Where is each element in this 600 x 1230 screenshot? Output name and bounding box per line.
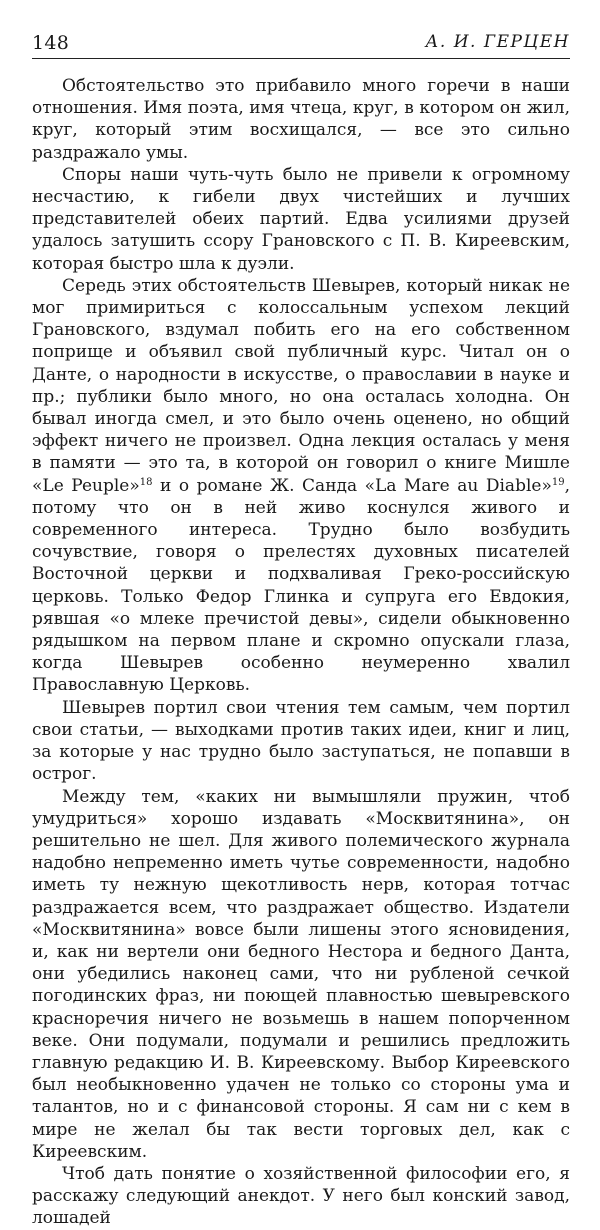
running-head: А. И. ГЕРЦЕН — [425, 32, 570, 52]
paragraph: Споры наши чуть-чуть было не привели к огромному несчастию, к гибели двух чистейших и лучших представителей обеих партий. Едва усилиями друзей удалось затушить ссору Грановского с П. В. Киреевским, которая быстро шла к дуэли. — [32, 164, 570, 274]
paragraph-text: и о романе Ж. Санда «La Mare au Diable» — [152, 475, 552, 496]
page-header — [32, 30, 570, 59]
paragraph: Обстоятельство это прибавило много горечи в наши отношения. Имя поэта, имя чтеца, круг, в котором он жил, круг, который этим восхищался, — все это сильно раздражало умы. — [32, 76, 570, 163]
paragraph-text: Середь этих обстоятельств Шевырев, который никак не мог примириться с колоссальным успехом лекций Грановского, вздумал побить его на его собственном поприще и объявил свой публичный курс. Читал он о Данте, о народности в искусстве, о православии в науке и пр.; публики было много, но она осталась холодна. Он бывал иногда смел, и это было очень оценено, но общий эффект ничего не произвел. Одна лекция осталась у меня в памяти — это та, в которой он говорил о книге Мишле «Le Peuple» — [32, 275, 570, 496]
footnote-ref: 18 — [139, 476, 153, 488]
paragraph: Между тем, «каких ни вымышляли пружин, чтоб умудриться» хорошо издавать «Москвитянина», он решительно не шел. Для живого полемического журнала надобно непременно иметь чутье современности, надобно иметь ту нежную щекотливость нерв, которая тотчас раздражается всем, что раздражает общество. Издатели «Москвитянина» вовсе были лишены этого ясновидения, и, как ни вертели они бедного Нестора и бедного Данта, они убедились наконец сами, что ни рубленой сечкой погодинских фраз, ни поющей плавностью шевыревского красноречия ничего не возьмешь в нашем попорченном веке. Они подумали, подумали и решились предложить главную редакцию И. В. Киреевскому. Выбор Киреевского был необыкновенно удачен не только со стороны ума и талантов, но и с финансовой стороны. Я сам ни с кем в мире не желал бы так вести торговых дел, как с Киреевским. — [32, 786, 570, 1162]
paragraph: Шевырев портил свои чтения тем самым, чем портил свои статьи, — выходками против таких идеи, книг и лиц, за которые у нас трудно было заступаться, не попавши в острог. — [32, 697, 570, 785]
page-number: 148 — [32, 32, 70, 54]
book-page — [32, 30, 570, 1229]
paragraph-with-footnotes — [32, 275, 570, 697]
paragraph-text: , потому что он в ней живо коснулся живого и современного интереса. Трудно было возбудить сочувствие, говоря о прелестях духовных писателей Восточной церкви и подхваливая Греко-российскую церковь. Только Федор Глинка и супруга его Евдокия, рявшая «о млеке пречистой девы», сидели обыкновенно рядышком на первом плане и скромно опускали глаза, когда Шевырев особенно неумеренно хвалил Православную Церковь. — [32, 475, 570, 696]
footnote-ref: 19 — [551, 476, 565, 488]
page-body — [32, 75, 570, 1230]
paragraph: Чтоб дать понятие о хозяйственной философии его, я расскажу следующий анекдот. У него был конский завод, лошадей — [32, 1163, 570, 1229]
